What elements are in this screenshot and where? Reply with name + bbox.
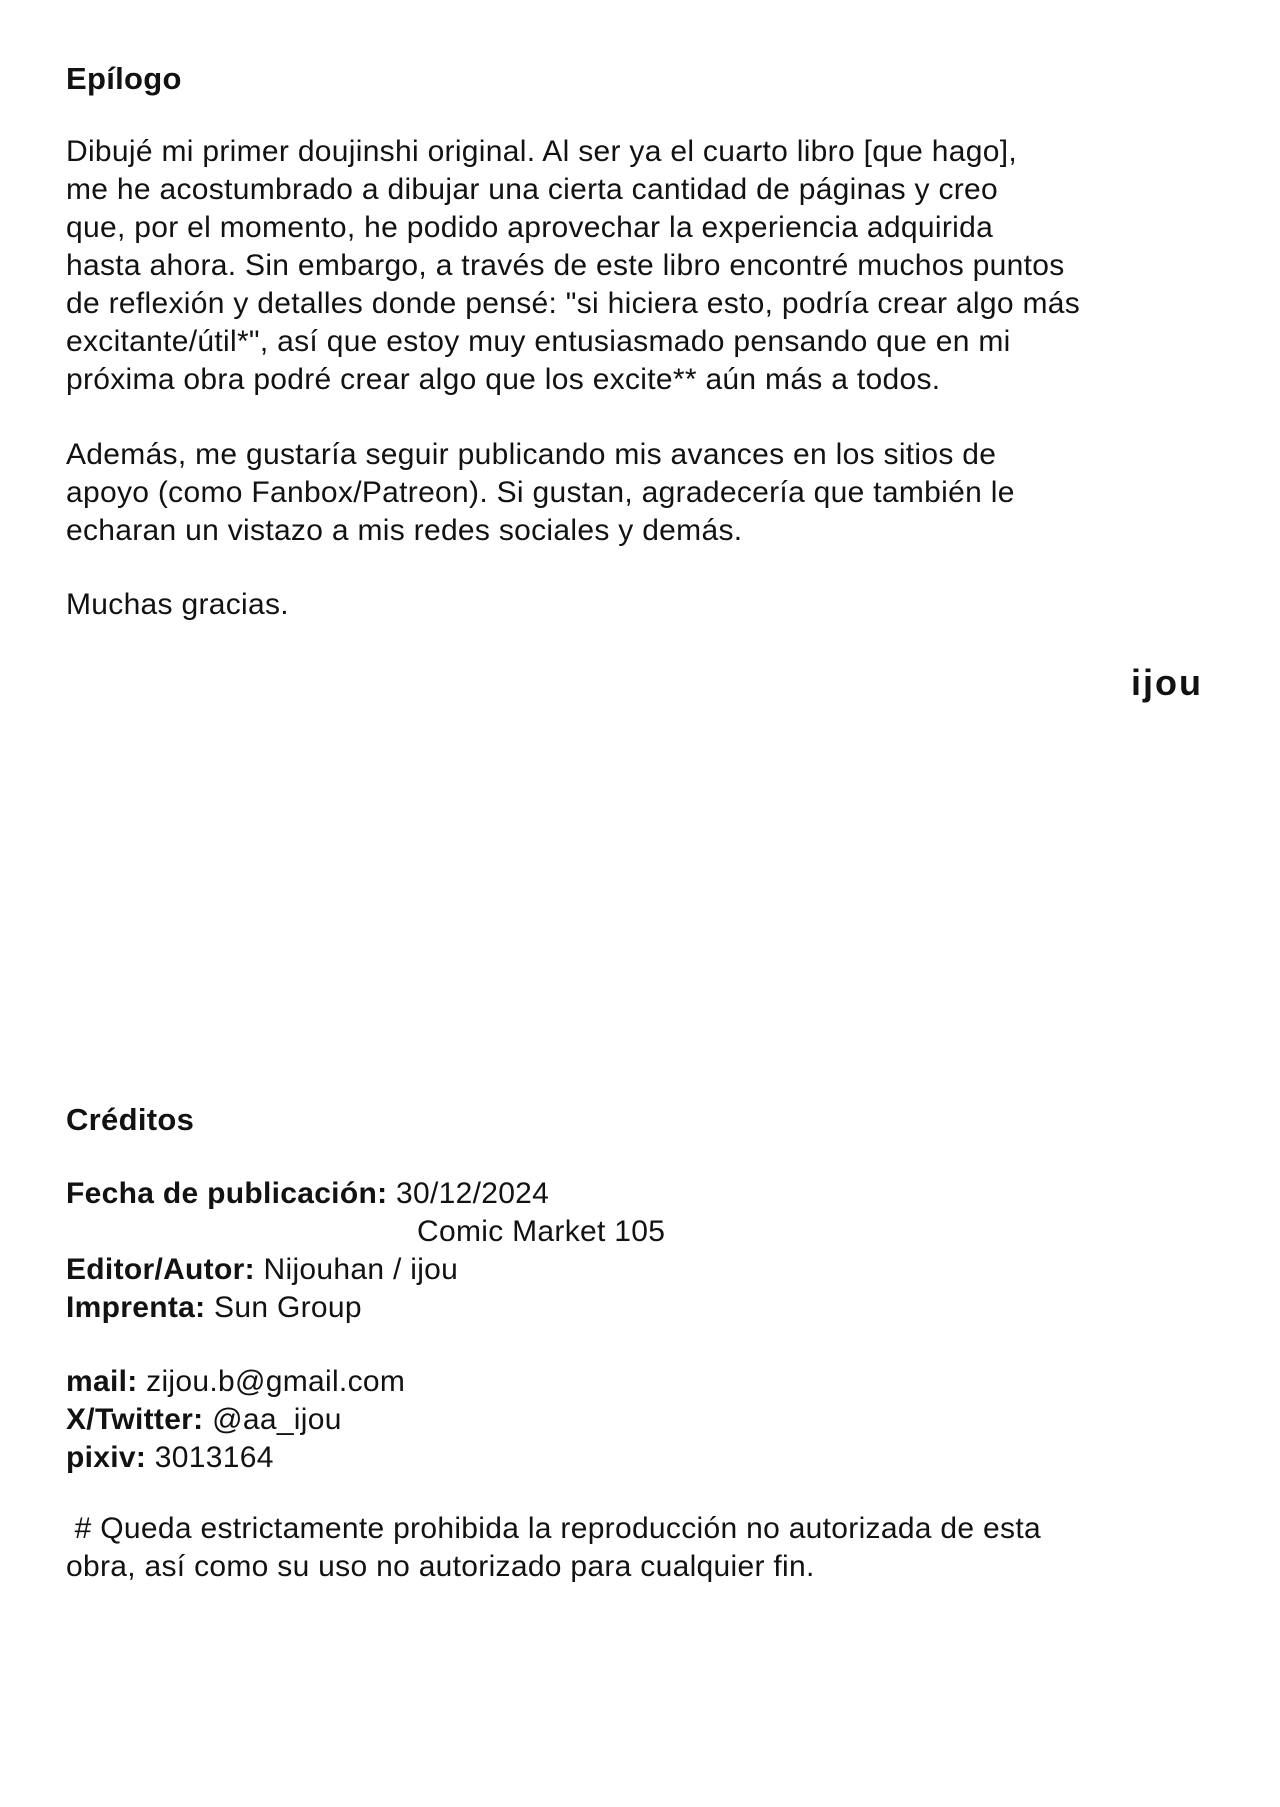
text-line: próxima obra podré crear algo que los excite** aún más a todos.	[66, 363, 941, 396]
credits-block	[66, 1175, 665, 1327]
author-signature: ijou	[1131, 662, 1203, 703]
publication-date-label: Fecha de publicación:	[66, 1177, 388, 1210]
editor-value: Nijouhan / ijou	[263, 1253, 459, 1286]
text-line: me he acostumbrado a dibujar una cierta cantidad de páginas y creo	[66, 173, 999, 206]
pixiv-row	[66, 1439, 405, 1477]
text-line: echaran un vistazo a mis redes sociales y demás.	[66, 514, 743, 547]
publication-date-value: 30/12/2024	[396, 1177, 550, 1210]
epilogue-paragraph-1	[66, 133, 1080, 399]
printer-label: Imprenta:	[66, 1291, 206, 1324]
epilogue-paragraph-2	[66, 436, 1015, 550]
thanks-line: Muchas gracias.	[66, 588, 289, 621]
text-line: excitante/útil*", así que estoy muy entusiasmado pensando que en mi	[66, 325, 1011, 358]
text-line: # Queda estrictamente prohibida la reproducción no autorizada de esta	[66, 1512, 1041, 1545]
printer-row	[66, 1289, 665, 1327]
text-line: apoyo (como Fanbox/Patreon). Si gustan, agradecería que también le	[66, 476, 1015, 509]
text-line: obra, así como su uso no autorizado para cualquier fin.	[66, 1550, 815, 1583]
twitter-label: X/Twitter:	[66, 1403, 204, 1436]
pixiv-value: 3013164	[154, 1441, 274, 1474]
mail-label: mail:	[66, 1365, 138, 1398]
contact-block	[66, 1363, 405, 1477]
twitter-row	[66, 1401, 405, 1439]
editor-row	[66, 1251, 665, 1289]
publication-event-value: Comic Market 105	[417, 1215, 666, 1248]
text-line: hasta ahora. Sin embargo, a través de este libro encontré muchos puntos	[66, 249, 1065, 282]
mail-row	[66, 1363, 405, 1401]
text-line: Dibujé mi primer doujinshi original. Al ser ya el cuarto libro [que hago],	[66, 135, 1017, 168]
publication-date-row	[66, 1175, 665, 1213]
pixiv-label: pixiv:	[66, 1441, 147, 1474]
publication-event-row	[66, 1213, 665, 1251]
text-line: Además, me gustaría seguir publicando mis avances en los sitios de	[66, 438, 997, 471]
twitter-value: @aa_ijou	[212, 1403, 342, 1436]
copyright-notice	[66, 1510, 1041, 1586]
mail-value: zijou.b@gmail.com	[146, 1365, 406, 1398]
text-line: de reflexión y detalles donde pensé: "si hiciera esto, podría crear algo más	[66, 287, 1081, 320]
editor-label: Editor/Autor:	[66, 1253, 255, 1286]
credits-heading: Créditos	[66, 1102, 195, 1137]
text-line: que, por el momento, he podido aprovechar la experiencia adquirida	[66, 211, 994, 244]
epilogue-heading: Epílogo	[66, 61, 182, 96]
printer-value: Sun Group	[214, 1291, 362, 1324]
